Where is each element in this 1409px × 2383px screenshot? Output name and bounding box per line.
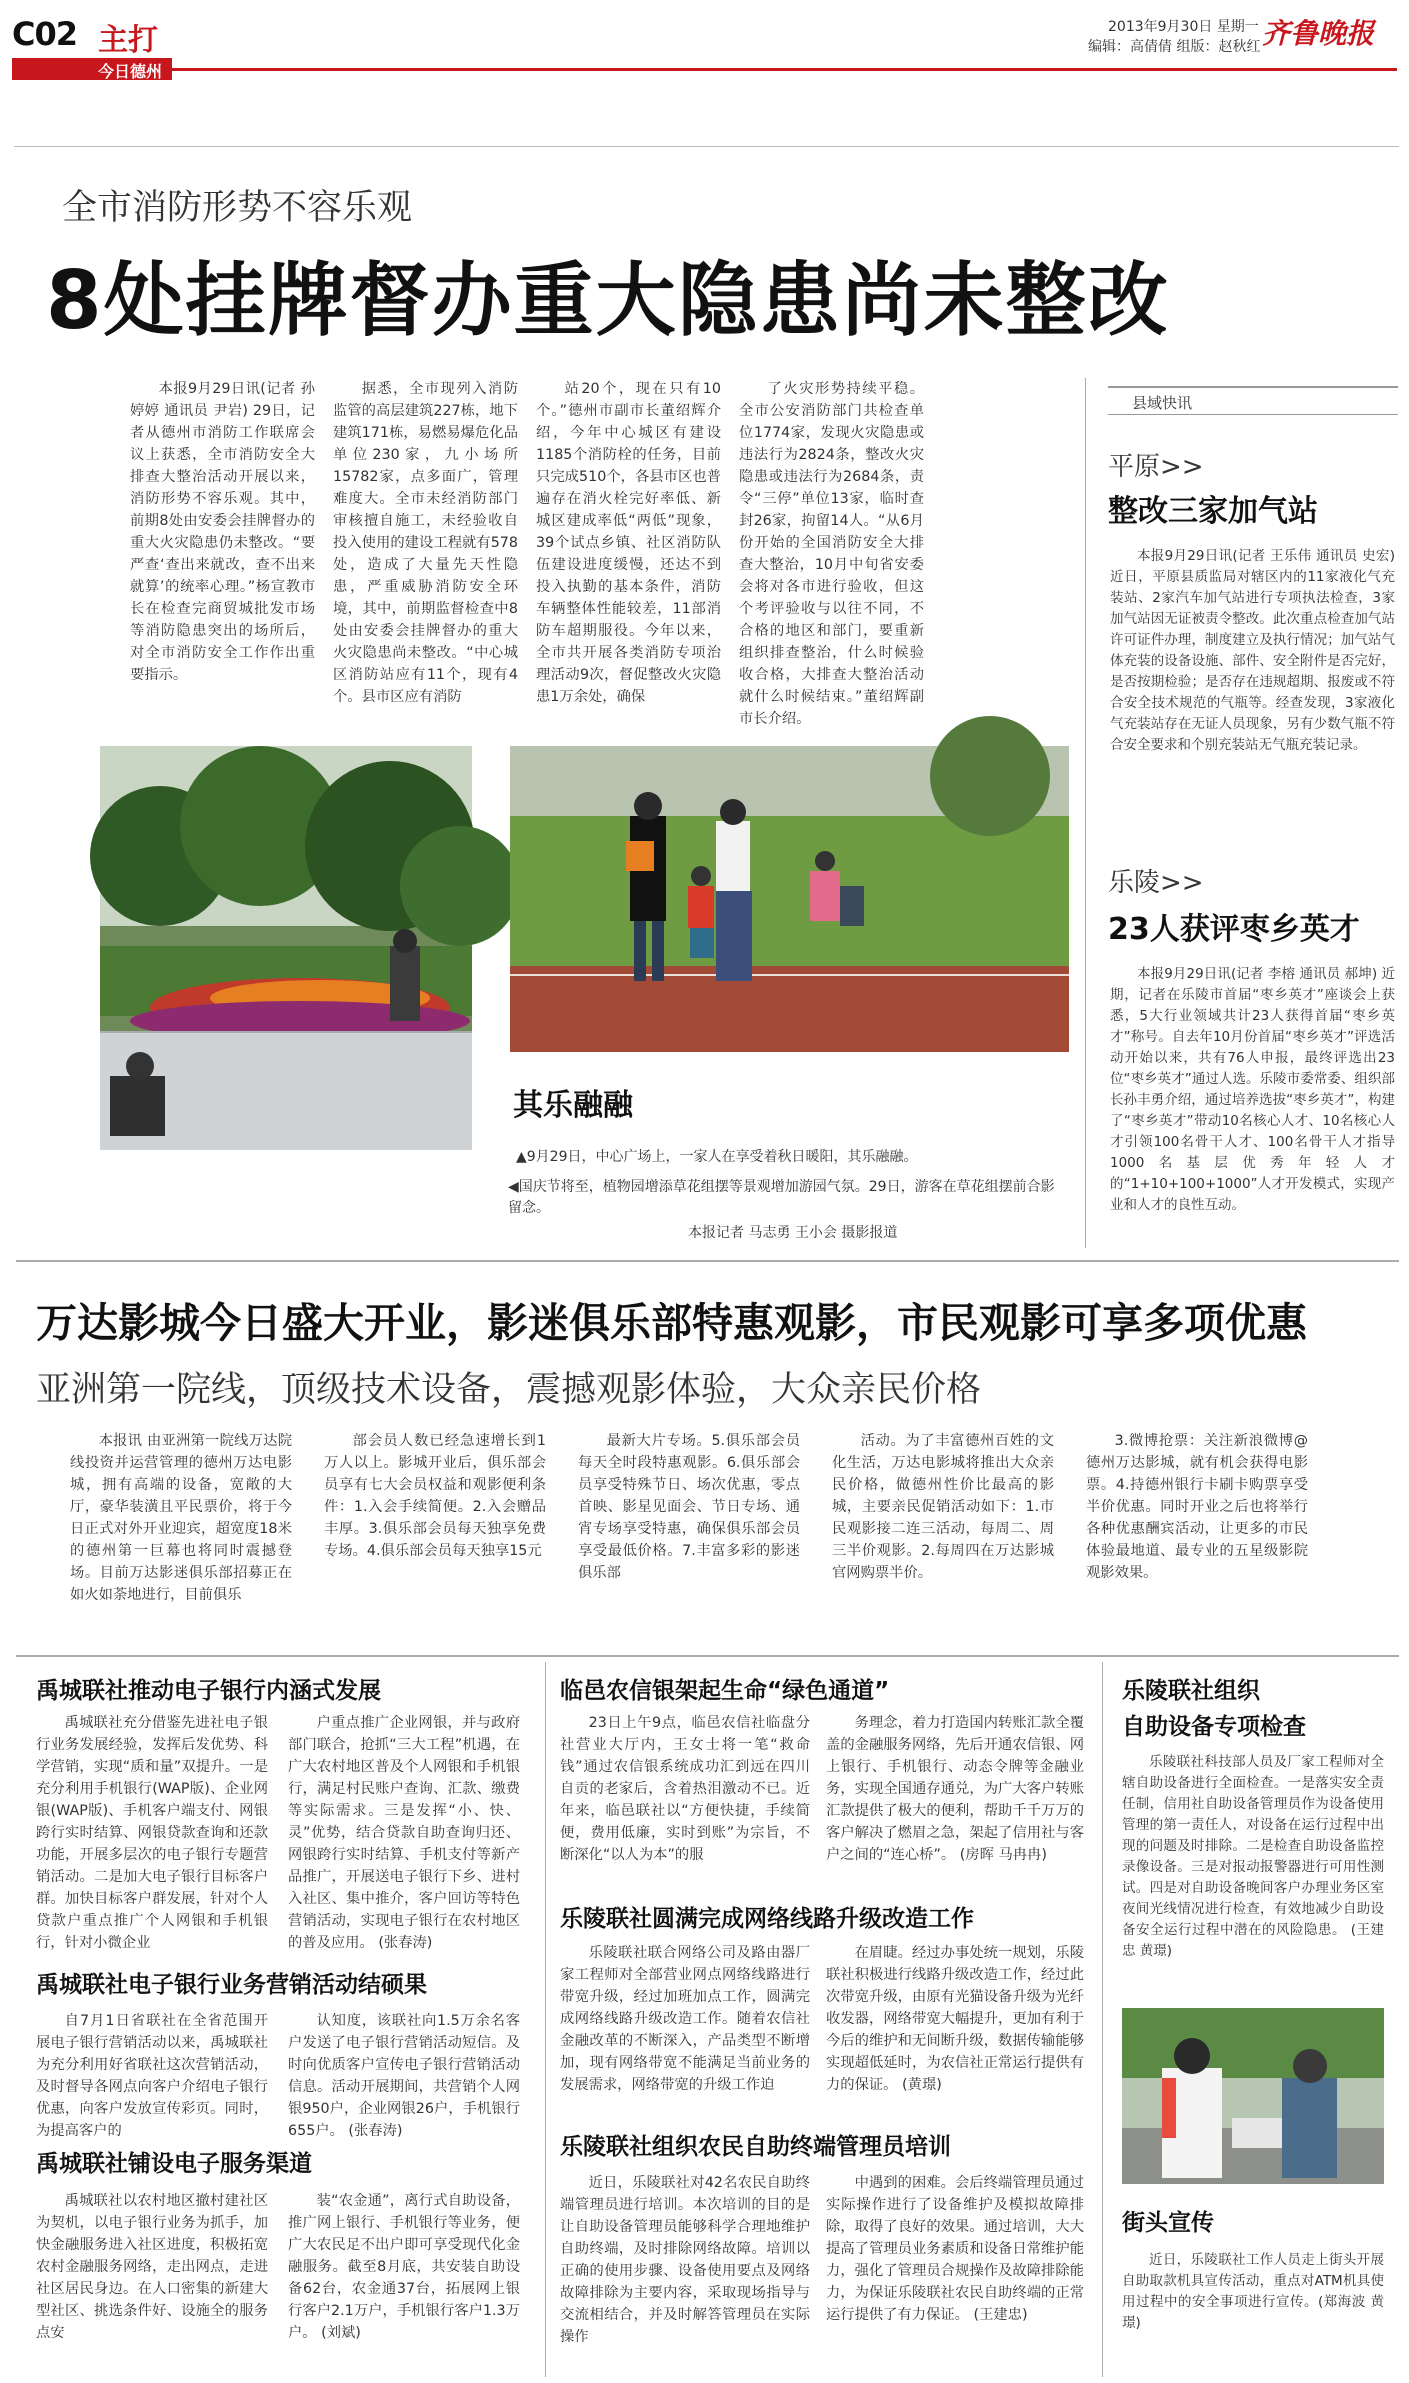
photo-caption-1: ▲9月29日，中心广场上，一家人在享受着秋日暖阳，其乐融融。: [516, 1149, 918, 1165]
side-item1-title: 整改三家加气站: [1108, 494, 1318, 529]
wanda-subhead: 亚洲第一院线，顶级技术设备，震撼观影体验，大众亲民价格: [36, 1370, 982, 1410]
bank-c-title: 禹城联社铺设电子服务渠道: [36, 2151, 312, 2177]
bank-a-col-2: 户重点推广企业网银，并与政府部门联合，抢抓“三大工程”机遇，在广大农村地区普及个人网银和手机银行，满足村民账户查询、汇款、缴费等实际需求。三是发挥“小、快、灵”优势，结合贷款自助查询归还、网银跨行实时结算、手机支付等新产品推广，开展送电子银行下乡、进村入社区、集中推介，客户回访等特色营销活动，实现电子银行在农村地区的普及应用。 (张春涛): [288, 1715, 520, 1951]
bank-f-col-2: 中遇到的困难。会后终端管理员通过实际操作进行了设备维护及模拟故障排除，取得了良好的效果。通过培训，大大提高了管理员业务素质和设备日常维护能力，强化了管理员合规操作及故障排除能力，为保证乐陵联社农民自助终端的正常运行提供了有力保证。 (王建忠): [826, 2175, 1084, 2323]
lead-headline: 8处挂牌督办重大隐患尚未整改: [46, 254, 1170, 347]
wanda-col-5: 3.微博抢票：关注新浪微博@德州万达影城，就有机会获得电影票。4.持德州银行卡刷卡购票享受半价优惠。同时开业之后也将举行各种优惠酬宾活动，让更多的市民体验最地道、最专业的五星级影院观影效果。: [1086, 1433, 1308, 1581]
lead-col-3: 站20个，现在只有10个。”德州市副市长董绍辉介绍，今年中心城区有建设1185个消防栓的任务，目前只完成510个，各县市区也普遍存在消火栓完好率低、新城区建成率低“两低”现象，39个试点乡镇、社区消防队伍建设进度缓慢，还达不到投入执勤的基本条件，消防车辆整体性能较差，11部消防车超期服役。今年以来，全市共开展各类消防专项治理活动9次，督促整改火灾隐患1万余处，确保: [536, 381, 721, 705]
wanda-headline: 万达影城今日盛大开业，影迷俱乐部特惠观影，市民观影可享多项优惠: [36, 1299, 1307, 1347]
lead-col-4: 了火灾形势持续平稳。全市公安消防部门共检查单位1774家，发现火灾隐患或违法行为2824条，整改火灾隐患或违法行为2684条，责令“三停”单位13家，临时查封26家，拘留14人。“从6月份开始的全国消防安全大排查大整治，10月中旬省安委会将对各市进行验收，但这个考评验收与以往不同，不合格的地区和部门，要重新组织排查整治，什么时候验收合格，大排查大整治活动就什么时候结束。”董绍辉副市长介绍。: [739, 381, 924, 727]
bank-b-col-2: 认知度，该联社向1.5万余名客户发送了电子银行营销活动短信。及时向优质客户宣传电子银行营销活动信息。活动开展期间，共营销个人网银950户，企业网银26户，手机银行655户。 (张春涛): [288, 2013, 520, 2139]
photo-credit: 本报记者 马志勇 王小会 摄影报道: [688, 1225, 898, 1241]
side-item2-title: 23人获评枣乡英才: [1108, 912, 1360, 947]
bank-a-title: 禹城联社推动电子银行内涵式发展: [36, 1678, 381, 1704]
side-item1-body: 本报9月29日讯(记者 王乐伟 通讯员 史宏) 近日，平原县质监局对辖区内的11家液化气充装站、2家汽车加气站进行专项执法检查，3家加气站因无证被责令整改。此次重点检查加气站许可证件办理，制度建立及执行情况；加气站气体充装的设备设施、部件、安全附件是否完好，是否按期检验；是否存在违规超期、报废或不符合安全技术规范的气瓶等。经查发现，3家液化气充装站存在无证人员现象，另有少数气瓶不符合安全要求和个别充装站无气瓶充装记录。: [1110, 548, 1395, 753]
bank-h-body: 近日，乐陵联社工作人员走上街头开展自助取款机具宣传活动，重点对ATM机具使用过程中的安全事项进行宣传。(郑海波 黄璟): [1122, 2252, 1384, 2331]
bank-divider-1: [545, 1662, 546, 2377]
side-divider: [1085, 378, 1086, 1248]
photo-title: 其乐融融: [513, 1088, 633, 1123]
top-rule: [14, 146, 1399, 147]
bank-g-body: 乐陵联社科技部人员及厂家工程师对全辖自助设备进行全面检查。一是落实安全责任制，信用社自助设备管理员作为设备使用管理的第一责任人，对设备在运行过程中出现的问题及时排除。二是检查自助设备监控录像设备。三是对报动报警器进行可用性测试。四是对自助设备晚间客户办理业务区室夜间光线情况进行检查，有效地减少自助设备安全运行过程中潜在的风险隐患。 (王建忠 黄璟): [1122, 1754, 1384, 1959]
bank-f-col-1: 近日，乐陵联社对42名农民自助终端管理员进行培训。本次培训的目的是让自助设备管理员能够科学合理地维护自助终端，及时排除网络故障。培训以正确的使用步骤、设备使用要点及网络故障排除为主要内容，采取现场指导与交流相结合，并及时解答管理员在实际操作: [560, 2175, 810, 2345]
bank-e-title: 乐陵联社圆满完成网络线路升级改造工作: [560, 1906, 974, 1932]
lead-kicker: 全市消防形势不容乐观: [62, 188, 413, 228]
bank-d-col-1: 23日上午9点，临邑农信社临盘分社营业大厅内，王女士将一笔“救命钱”通过农信银系统成功汇到远在四川自贡的老家后，含着热泪激动不已。近年来，临邑联社以“方便快捷，手续简便，费用低廉，实时到账”为宗旨，不断深化“以人为本”的服: [560, 1715, 810, 1863]
bank-b-title: 禹城联社电子银行业务营销活动结硕果: [36, 1972, 427, 1998]
side-box-label: 县域快讯: [1128, 392, 1196, 413]
bank-g-title-line2: 自助设备专项检查: [1122, 1714, 1306, 1740]
bank-d-col-2: 务理念，着力打造国内转账汇款全覆盖的金融服务网络，先后开通农信银、网上银行、手机银行、动态令牌等金融业务，实现全国通存通兑，为广大客户转账汇款提供了极大的便利，帮助千千万万的客户解决了燃眉之急，架起了信用社与客户之间的“连心桥”。 (房晖 马冉冉): [826, 1715, 1084, 1863]
photo-street-promo: [1122, 2008, 1384, 2184]
paper-name-logo: 齐鲁晚报: [1262, 17, 1375, 50]
wanda-col-4: 活动。为了丰富德州百姓的文化生活，万达电影城将推出大众亲民价格，做德州性价比最高的影城，主要亲民促销活动如下：1.市民观影接二连三活动，每周二、周三半价观影。2.每周四在万达影城官网购票半价。: [832, 1433, 1054, 1581]
photo-garden: [100, 746, 472, 1150]
bank-d-title: 临邑农信银架起生命“绿色通道”: [560, 1678, 890, 1704]
side-item1-place: 平原>>: [1108, 452, 1204, 482]
wanda-col-3: 最新大片专场。5.俱乐部会员每天全时段特惠观影。6.俱乐部会员享受特殊节日、场次优惠，零点首映、影星见面会、节日专场、通宵专场享受特惠，确保俱乐部会员享受最低价格。7.丰富多彩的影迷俱乐部: [578, 1433, 800, 1581]
photo-family: [510, 746, 1069, 1052]
bank-b-col-1: 自7月1日省联社在全省范围开展电子银行营销活动以来，禹城联社为充分利用好省联社这次营销活动，及时督导各网点向客户介绍电子银行优惠，向客户发放宣传彩页。同时，为提高客户的: [36, 2013, 268, 2139]
bank-top-rule: [16, 1655, 1399, 1657]
masthead-rule: [172, 68, 1397, 71]
bank-f-title: 乐陵联社组织农民自助终端管理员培训: [560, 2134, 951, 2160]
lead-col-2: 据悉，全市现列入消防监管的高层建筑227栋，地下建筑171栋，易燃易爆危化品单位230家，九小场所15782家，点多面广，管理难度大。全市未经消防部门审核擅自施工，未经验收自投入使用的建设工程就有578处，造成了大量先天性隐患，严重威胁消防安全环境，其中，前期监督检查中8处由安委会挂牌督办的重大火灾隐患尚未整改。“中心城区消防站应有11个，现有4个。县市区应有消防: [333, 381, 518, 705]
bank-c-col-2: 装“农金通”，离行式自助设备，推广网上银行、手机银行等业务，便广大农民足不出户即可享受现代化金融服务。截至8月底，共安装自助设备62台，农金通37台，拓展网上银行客户2.1万户，手机银行客户1.3万户。 (刘斌): [288, 2193, 520, 2341]
lead-col-1: 本报9月29日讯(记者 孙婷婷 通讯员 尹岩) 29日，记者从德州市消防工作联席会议上获悉，全市消防安全大排查大整治活动开展以来，消防形势不容乐观。其中，前期8处由安委会挂牌督办的重大火灾隐患仍未整改。“要严查‘查出来就改，查不出来就算’的统率心理。”杨宣教市长在检查完商贸城批发市场等消防隐患突出的场所后，对全市消防安全工作作出重要指示。: [130, 381, 315, 683]
wanda-col-1: 本报讯 由亚洲第一院线万达院线投资并运营管理的德州万达电影城，拥有高端的设备，宽敞的大厅，豪华装潢且平民票价，将于今日正式对外开业迎宾，超宽度18米的德州第一巨幕也将同时震撼登场。目前万达影迷俱乐部招募正在如火如荼地进行，目前俱乐: [70, 1433, 292, 1603]
bank-e-col-2: 在眉睫。经过办事处统一规划，乐陵联社积极进行线路升级改造工作，经过此次带宽升级，由原有光猫设备升级为光纤收发器，网络带宽大幅提升，更加有利于今后的维护和无间断升级，数据传输能够实现超低延时，为农信社正常运行提供有力的保证。 (黄璟): [826, 1945, 1084, 2093]
editors-line: 编辑：高倩倩 组版：赵秋红: [1088, 39, 1261, 55]
bank-c-col-1: 禹城联社以农村地区撤村建社区为契机，以电子银行业务为抓手，加快金融服务进入社区进度，积极拓宽农村金融服务网络，走出网点，走进社区居民身边。在人口密集的新建大型社区、挑选条件好、设施全的服务点安: [36, 2193, 268, 2341]
bank-e-col-1: 乐陵联社联合网络公司及路由器厂家工程师对全部营业网点网络线路进行带宽升级，经过加班加点工作，圆满完成网络线路升级改造工作。随着农信社金融改革的不断深入，产品类型不断增加，现有网络带宽不能满足当前业务的发展需求，网络带宽的升级工作迫: [560, 1945, 810, 2093]
bank-divider-2: [1102, 1662, 1103, 2377]
page-number: C02: [12, 15, 78, 53]
date-line: 2013年9月30日 星期一: [1108, 19, 1259, 35]
wanda-top-rule: [16, 1260, 1399, 1262]
subsection-label: 今日德州: [98, 62, 163, 81]
photo-caption-2: ◀国庆节将至，植物园增添草花组摆等景观增加游园气氛。29日，游客在草花组摆前合影留念。: [508, 1179, 1055, 1216]
side-item2-place: 乐陵>>: [1108, 868, 1204, 898]
bank-a-col-1: 禹城联社充分借鉴先进社电子银行业务发展经验，发挥后发优势、科学营销，实现“质和量”双提升。一是充分利用手机银行(WAP版)、企业网银(WAP版)、手机客户端支付、网银跨行实时结算、网银贷款查询和还款功能，开展多层次的电子银行专题营销活动。二是加大电子银行目标客户群。加快目标客户群发展，针对个人贷款户重点推广个人网银和手机银行，针对小微企业: [36, 1715, 268, 1951]
bank-g-title-line1: 乐陵联社组织: [1122, 1678, 1260, 1704]
section-label: 主打: [98, 23, 158, 58]
side-item2-body: 本报9月29日讯(记者 李榕 通讯员 郝坤) 近期，记者在乐陵市首届“枣乡英才”座谈会上获悉，5大行业领域共计23人获得首届“枣乡英才”称号。自去年10月份首届“枣乡英才”评选活动开始以来，共有76人申报，最终评选出23位“枣乡英才”通过人选。乐陵市委常委、组织部长孙丰勇介绍，通过培养选拔“枣乡英才”，构建了“枣乡英才”带动10名核心人才、10名核心人才引领100名骨干人才、100名骨干人才指导1000名基层优秀年轻人才的“1+10+100+1000”人才开发模式，实现产业和人才的良性互动。: [1110, 966, 1395, 1213]
wanda-col-2: 部会员人数已经急速增长到1万人以上。影城开业后，俱乐部会员享有七大会员权益和观影便利条件：1.入会手续简便。2.入会赠品丰厚。3.俱乐部会员每天独享免费专场。4.俱乐部会员每天独享15元: [324, 1433, 546, 1559]
bank-h-title: 街头宣传: [1122, 2210, 1214, 2236]
